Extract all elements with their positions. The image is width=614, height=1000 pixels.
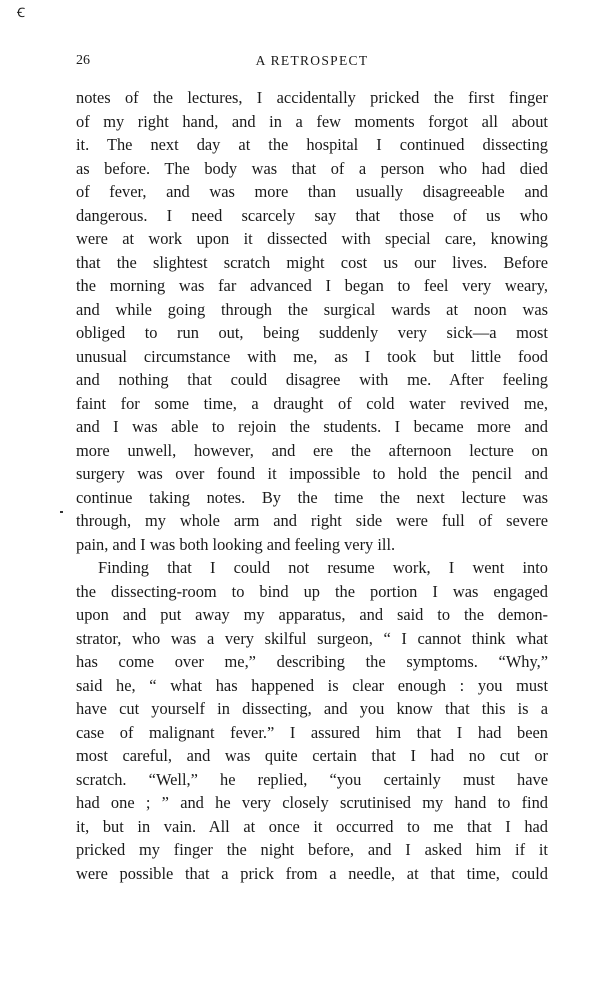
text-line: continue taking notes. By the time the next lecture was [76, 487, 548, 507]
text-line: it, but in vain. All at once it occurred to me that I had [76, 816, 548, 836]
text-line: unusual circumstance with me, as I took but little food [76, 346, 548, 366]
text-line: most careful, and was quite certain that I had no cut or [76, 746, 548, 765]
page-header [76, 52, 548, 70]
text-line: has come over me,” describing the symptoms. “Why,” [76, 652, 548, 671]
page-number: 26 [76, 53, 90, 68]
text-line: that the slightest scratch might cost us our lives. Before [76, 252, 548, 272]
text-line: were possible that a prick from a needle, at that time, could [76, 863, 548, 883]
paragraph-end-line: pain, and I was both looking and feeling very ill. [76, 534, 396, 554]
text-line: scratch. “Well,” he replied, “you certainly must have [76, 769, 548, 789]
text-line: as before. The body was that of a person who had died [76, 158, 548, 178]
text-line: strator, who was a very skilful surgeon, “ I cannot think what [76, 628, 548, 648]
text-line: the morning was far advanced I began to feel very weary, [76, 276, 548, 295]
text-line: of fever, and was more than usually disagreeable and [76, 182, 548, 201]
text-line: were at work upon it dissected with special care, knowing [76, 229, 548, 248]
text-line: surgery was over found it impossible to hold the pencil and [76, 464, 548, 483]
text-line: and nothing that could disagree with me. After feeling [76, 370, 548, 389]
running-title: A RETROSPECT [255, 53, 369, 68]
text-line: and I was able to rejoin the students. I became more and [76, 417, 548, 436]
text-line: through, my whole arm and right side were full of severe [76, 511, 548, 530]
text-line: pricked my finger the night before, and I asked him if it [76, 840, 548, 859]
body-text [76, 86, 548, 885]
text-line: had one ; ” and he very closely scrutinised my hand to find [76, 793, 548, 812]
text-line: and while going through the surgical wards at noon was [76, 299, 548, 319]
text-line: dangerous. I need scarcely say that those of us who [76, 205, 548, 225]
paragraph-start-line: Finding that I could not resume work, I went into [98, 558, 548, 577]
text-line: the dissecting-room to bind up the portion I was engaged [76, 581, 548, 601]
margin-mark [60, 511, 63, 513]
corner-mark: Ꞓ [17, 5, 25, 20]
text-line: upon and put away my apparatus, and said to the demon- [76, 605, 548, 624]
text-line: obliged to run out, being suddenly very sick—a most [76, 323, 548, 342]
text-line: more unwell, however, and ere the afternoon lecture on [76, 440, 548, 460]
text-line: notes of the lectures, I accidentally pricked the first finger [76, 88, 548, 107]
text-line: faint for some time, a draught of cold water revived me, [76, 393, 548, 413]
text-line: have cut yourself in dissecting, and you know that this is a [76, 699, 548, 718]
text-line: case of malignant fever.” I assured him that I had been [76, 722, 548, 742]
text-line: it. The next day at the hospital I continued dissecting [76, 135, 548, 154]
text-line: said he, “ what has happened is clear enough : you must [76, 675, 548, 695]
text-line: of my right hand, and in a few moments forgot all about [76, 111, 548, 131]
